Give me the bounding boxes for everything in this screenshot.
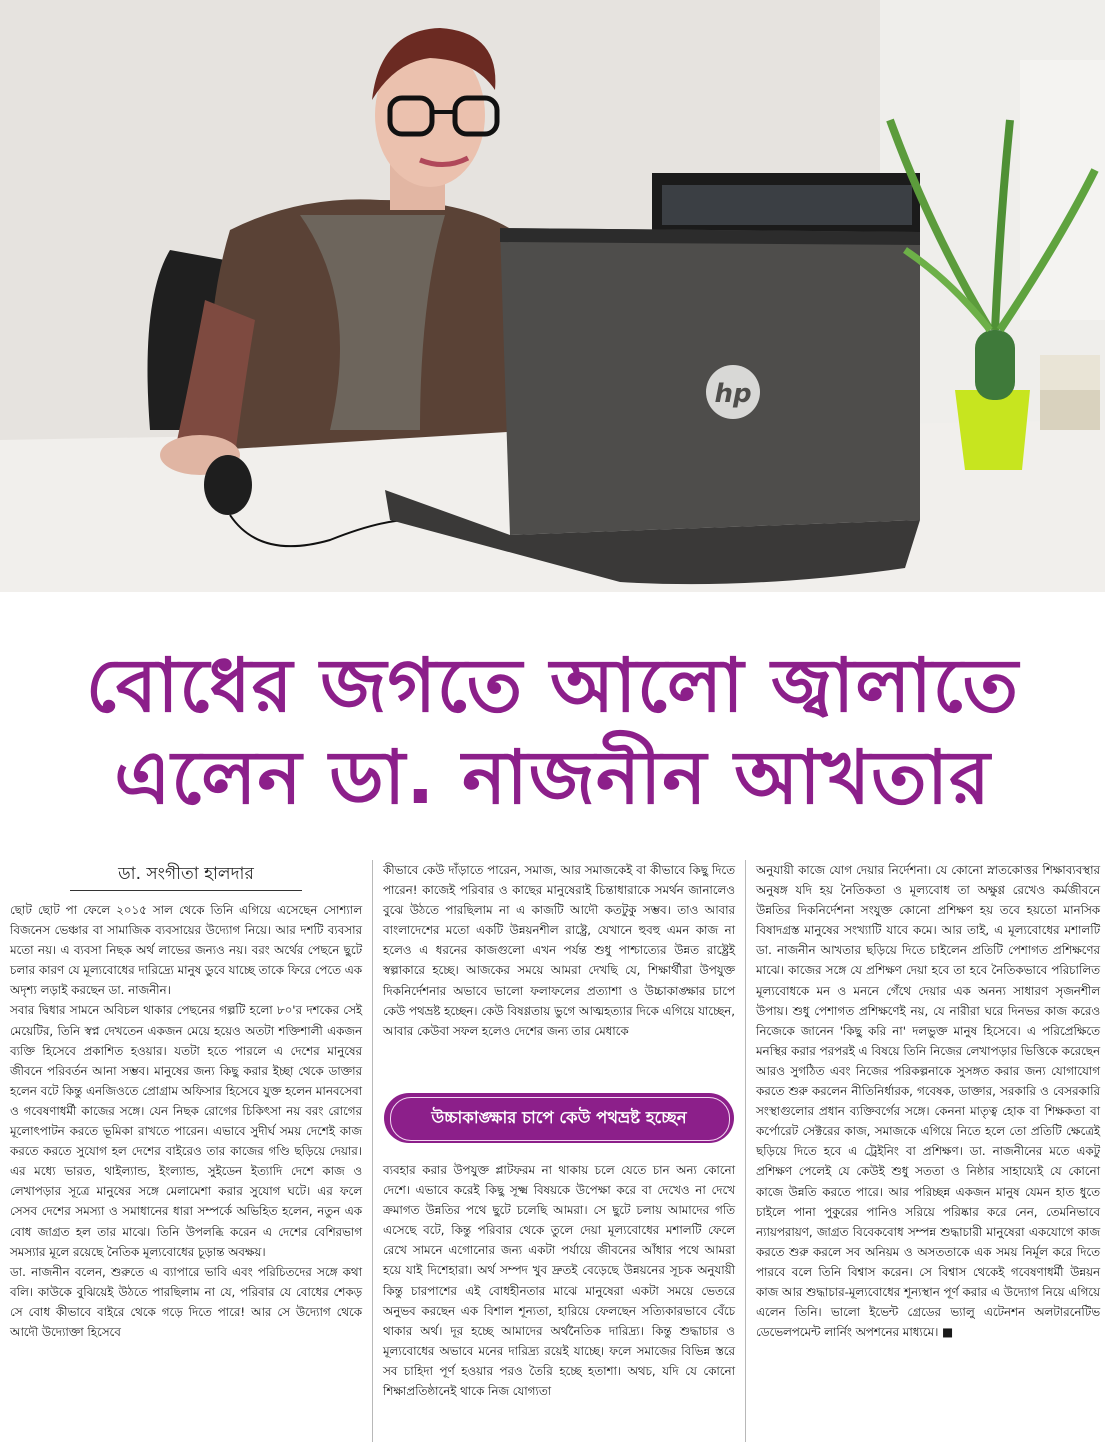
paragraph: ডা. নাজনীন বলেন, শুরুতে এ ব্যাপারে ভাবি এবং পরিচিতদের সঙ্গে কথা বলি। কাউকে বুঝিয়েই উঠতে পারছিলাম না যে, পরিবার যে বোধের শেকড় সে বোধ কীভাবে বাইরে থেকে গড়ে দিতে পারে! আর সে উদ্যোগ থেকে আদৌ উদ্যোক্তা হিসেবে [10,1264,362,1339]
photo-illustration [0,0,1105,592]
paragraph: ছোট ছোট পা ফেলে ২০১৫ সাল থেকে তিনি এগিয়ে এসেছেন সোশ্যাল বিজনেস ভেঞ্চার বা সামাজিক ব্যবসায়ের উদ্যোগ নিয়ে। আর দশটি ব্যবসার মতো নয়। এ ব্যবসা নিছক অর্থ লাভের জন্যও নয়। বরং অর্থের পেছনে ছুটে চলার কারণ যে মূল্যবোধের দারিদ্র্যে মানুষ ডুবে যাচ্ছে তাকে ফিরে পেতে এক অদৃশ্য লড়াই করছেন ডা. নাজনীন। [10,903,362,998]
article-photo [0,0,1105,592]
plant-pot [955,390,1030,470]
column-divider [372,860,373,1442]
paragraph: অনুযায়ী কাজে যোগ দেয়ার নির্দেশনা। যে কোনো স্নাতকোত্তর শিক্ষাব্যবস্থার অনুষঙ্গ যদি হয় নৈতিকতা ও মূল্যবোধ তা অক্ষুণ্ণ রেখেও কর্মজীবনে উন্নতির দিকনির্দেশনা সংযুক্ত কোনো প্রশিক্ষণ হয় তবে হয়তো মানসিক বিষাদগ্রস্ত মানুষের সংখ্যাটি যাবে কমে। আর তাই, এ মূল্যবোধের মশালটি ডা. নাজনীন আখতার ছড়িয়ে দিতে চাইলেন প্রতিটি পেশাগত প্রশিক্ষণের মাঝে। কাজের সঙ্গে যে প্রশিক্ষণ দেয়া হবে তা হবে নৈতিকভাবে পরিচালিত মূল্যবোধকে মন ও মননে গেঁথে দেয়ার এক অনন্য সাধারণ সৃজনশীল উপায়। শুধু পেশাগত প্রশিক্ষণেই নয়, যে নারীরা ঘরে দিনভর কাজ করেও নিজেকে জানেন 'কিছু করি না' দলভুক্ত মানুষ হিসেবে। এ পরিপ্রেক্ষিতে মনস্থির করার পরপরই এ বিষয়ে তিনি নিজের লেখাপড়ার ভিত্তিকে করেছেন আরও সুগঠিত এবং নিজের পরিকল্পনাকে সুসঙ্গত করার জন্য যোগাযোগ করতে শুরু করলেন নীতিনির্ধারক, গবেষক, ডাক্তার, সরকারি ও বেসরকারি সংস্থাগুলোর প্রধান ব্যক্তিবর্গের সঙ্গে। কেননা মাতৃত্ব হোক বা শিক্ষকতা বা কর্পোরেট সেক্টরের কাজ, সমাজকে এগিয়ে নিতে হলে তো প্রতিটি ক্ষেত্রেই ছড়িয়ে দিতে হবে এ ট্রেইনিং বা প্রশিক্ষণ। ডা. নাজনীনের মতে একটু প্রশিক্ষণ পেলেই যে কেউই শুধু সততা ও নিষ্ঠার সাহায্যেই যে কোনো কাজে উন্নতি করতে পারে। আর পরিচ্ছন্ন একজন মানুষ যেমন হাত ধুতে চাইলে পানা পুকুরের পানিও সরিয়ে পরিষ্কার করে নেন, তেমনিভাবে ন্যায়পরায়ণ, জাগ্রত বিবেকবোধ সম্পন্ন শুদ্ধাচারী মানুষেরা একযোগে কাজ করতে শুরু করলে সব অনিয়ম ও অসততাকে এক সময় নির্মূল করে দিতে পারবে বলে তিনি বিশ্বাস করেন। সে বিশ্বাস থেকেই গবেষণাধর্মী উন্নয়ন কাজ আর শুদ্ধাচার-মূল্যবোধের শূন্যস্থান পূর্ণ করার এ উদ্যোগ নিয়ে এগিয়ে এলেন তিনি। ভালো ইভেন্ট গ্রেডের ভ্যালু এটেনশন অলটারনেটিভ ডেভেলপমেন্ট লার্নিং অপশনের মাধ্যমে। ■ [756,863,1100,1340]
mouse [204,455,252,515]
pull-quote: উচ্চাকাঙ্ক্ষার চাপে কেউ পথভ্রষ্ট হচ্ছেন [384,1093,734,1143]
headline-line-1: বোধের জগতে আলো জ্বালাতে [85,643,1020,729]
byline-divider [70,890,302,891]
article-column-2-top [383,860,735,1041]
article-column-3 [756,860,1100,1342]
byline: ডা. সংগীতা হালদার [118,864,254,884]
paragraph: ব্যবহার করার উপযুক্ত প্লাটফরম না থাকায় চলে যেতে চান অন্য কোনো দেশে। এভাবে করেই কিছু সূক্ষ্ম বিষয়কে উপেক্ষা করে বা দেখেও না দেখে ক্রমাগত উন্নতির পথে ছুটে চলেছি আমরা। সে ছুটে চলায় আমাদের গতি এসেছে বটে, কিন্তু পরিবার থেকে তুলে দেয়া মূল্যবোধের মশালটি ফেলে রেখে সামনে এগোনোর জন্য একটা পর্যায়ে জীবনের আঁধার পথে আমরা হয়ে যাই দিশেহারা। অর্থ সম্পদ খুব দ্রুতই বেড়েছে উন্নয়নের সূচক অনুযায়ী কিন্তু চারপাশের এই বোধহীনতার মাঝে মানুষেরা একটা সময়ে ভেতরে অনুভব করছেন এক বিশাল শূন্যতা, হারিয়ে ফেলছেন সত্যিকারভাবে বেঁচে থাকার অর্থ। দূর হচ্ছে আমাদের অর্থনৈতিক দারিদ্র্য। কিন্তু শুদ্ধাচার ও মূল্যবোধের অভাবে মনের দারিদ্র্য রয়েই যাচ্ছে। ফলে সমাজের বিভিন্ন স্তরে সব চাহিদা পূর্ণ হওয়ার পরও তৈরি হচ্ছে হতাশা। অথচ, যদি যে কোনো শিক্ষাপ্রতিষ্ঠানেই থাকে নিজ যোগ্যতা [383,1163,735,1399]
paragraph: সবার দ্বিধার সামনে অবিচল থাকার পেছনের গল্পটি হলো ৮০'র দশকের সেই মেয়েটির, তিনি স্বপ্ন দেখতেন একজন মেয়ে হয়েও অতটা শক্তিশালী একজন ব্যক্তি হিসেবে প্রকাশিত হওয়ার। যতটা হতে পারলে এ দেশের মানুষের জীবনে পরিবর্তন আনা সম্ভব। মানুষের জন্য কিছু করার ইচ্ছা থেকে ডাক্তার হলেন বটে কিন্তু এনজিওতে প্রোগ্রাম অফিসার হিসেবে যুক্ত হলেন মানবসেবা ও গবেষণাধর্মী কাজের সঙ্গে। যেন নিছক রোগের চিকিৎসা নয় বরং রোগের মূলোৎপাটন করতে ভূমিকা রাখতে পারেন। এভাবে সুদীর্ঘ সময় দেশেই কাজ করতে করতে সুযোগ হল দেশের বাইরেও তার কাজের গণ্ডি ছড়িয়ে দেয়ার। এর মধ্যে ভারত, থাইল্যান্ড, ইংল্যান্ড, সুইডেন ইত্যাদি দেশে কাজ ও লেখাপড়ার সূত্রে মানুষের সঙ্গে মেলামেশা করার সুযোগ ঘটে। এর ফলে সেসব দেশের সমস্যা ও সমাধানের ধারা সম্পর্কে অভিহিত হলেন, নতুন এক বোধ জাগ্রত হল তার মাঝে। তিনি উপলব্ধি করেন এ দেশের বেশিরভাগ সমস্যার মূলে রয়েছে নৈতিক মূল্যবোধের চূড়ান্ত অবক্ষয়। [10,1003,362,1259]
paragraph: কীভাবে কেউ দাঁড়াতে পারেন, সমাজ, আর সমাজকেই বা কীভাবে কিছু দিতে পারেন! কাজেই পরিবার ও কাছের মানুষেরাই চিন্তাধারাকে সমর্থন জানালেও বুঝে উঠতে পারছিলাম না এ কাজটি আদৌ কতটুকু সম্ভব। তাও আবার বাংলাদেশের মতো একটি উন্নয়নশীল রাষ্ট্রে, যেখানে হুবহু এমন কাজ না হলেও এ ধরনের কাজগুলো এখন পর্যন্ত শুধু পাশ্চাত্যের উন্নত রাষ্ট্রেই স্বল্পাকারে হচ্ছে। আজকের সময়ে আমরা দেখছি যে, শিক্ষার্থীরা উপযুক্ত দিকনির্দেশনার অভাবে ভালো ফলাফলের প্রত্যাশা ও উচ্চাকাঙ্ক্ষার চাপে কেউ পথভ্রষ্ট হচ্ছেন। কেউ বিষণ্ণতায় ভুগে আত্মহত্যার দিকে এগিয়ে যাচ্ছেন, আবার কেউবা সফল হলেও দেশের জন্য তার মেধাকে [383,863,735,1038]
headline [0,640,1105,824]
pull-quote-border [390,1097,730,1141]
hp-logo-text: hp [714,379,752,409]
article-column-2-bottom [383,1160,735,1401]
headline-line-2: এলেন ডা. নাজনীন আখতার [114,735,991,821]
column-divider [745,860,746,1442]
article-column-1 [10,900,362,1342]
